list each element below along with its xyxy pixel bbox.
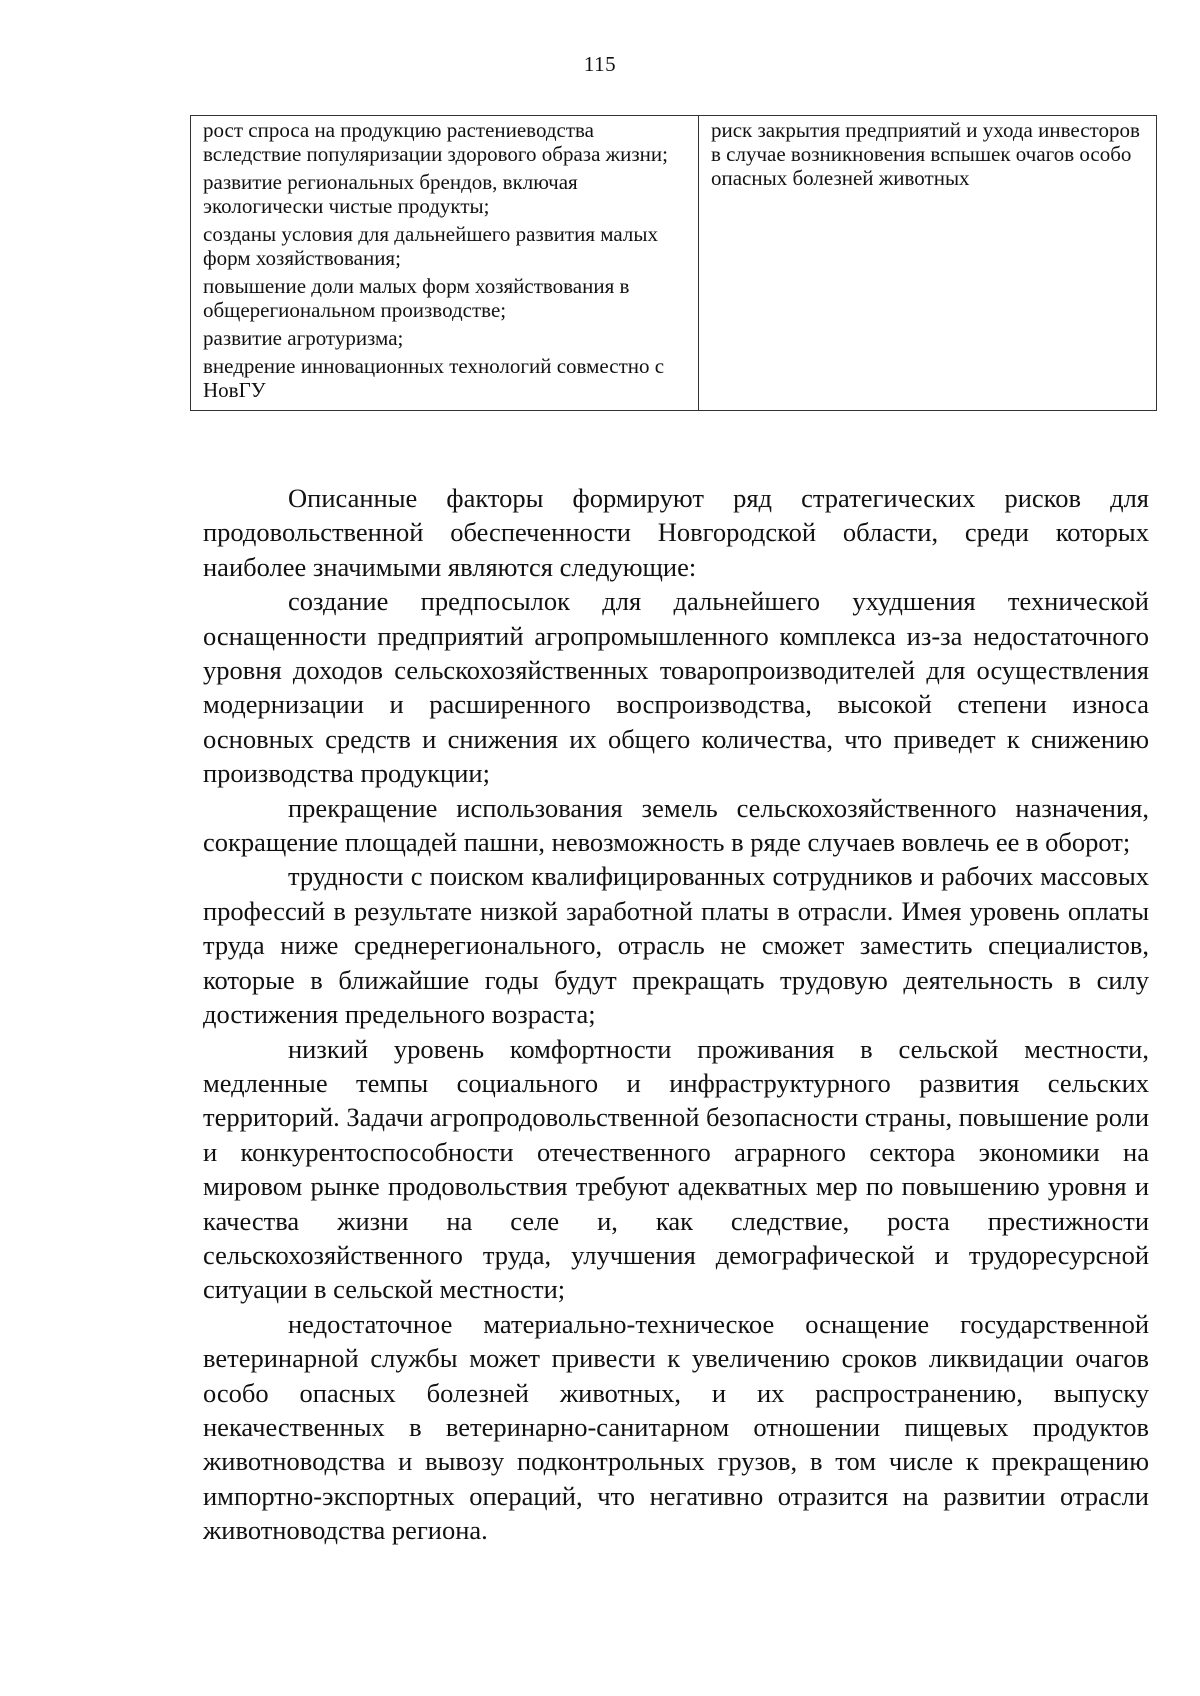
paragraph-risk-land: прекращение использования земель сельскохозяйственного назначения, сокращение площадей пашни, невозможность в ряде случаев вовлечь ее в оборот;	[203, 792, 1149, 858]
opportunity-item: созданы условия для дальнейшего развития малых форм хозяйствования;	[203, 222, 658, 270]
page-number: 115	[583, 52, 617, 76]
opportunity-item: рост спроса на продукцию растениеводства вследствие популяризации здорового образа жизни;	[203, 118, 668, 166]
opportunity-item: повышение доли малых форм хозяйствования в общерегиональном производстве;	[203, 274, 630, 322]
threat-item: риск закрытия предприятий и ухода инвесторов в случае возникновения вспышек очагов особо опасных болезней животных	[711, 118, 1140, 190]
factors-table	[190, 115, 1157, 411]
paragraph-intro: Описанные факторы формируют ряд стратегических рисков для продовольственной обеспеченности Новгородской области, среди которых наиболее значимыми являются следующие:	[203, 483, 1149, 582]
threats-cell	[699, 116, 1157, 411]
paragraph-risk-equipment: создание предпосылок для дальнейшего ухудшения технической оснащенности предприятий агропромышленного комплекса из-за недостаточного уровня доходов сельскохозяйственных товаропроизводителей для осуществления модернизации и расширенного воспроизводства, высокой степени износа основных средств и снижения их общего количества, что приведет к снижению производства продукции;	[203, 586, 1149, 789]
paragraph-risk-veterinary: недостаточное материально-техническое оснащение государственной ветеринарной службы может привести к увеличению сроков ликвидации очагов особо опасных болезней животных, и их распространению, выпуску некачественных в ветеринарно-санитарном отношении пищевых продуктов животноводства и вывозу подконтрольных грузов, в том числе к прекращению импортно-экспортных операций, что негативно отразится на развитии отрасли животноводства региона.	[203, 1308, 1149, 1546]
opportunity-item: развитие агротуризма;	[203, 326, 404, 350]
paragraph-risk-rural-comfort: низкий уровень комфортности проживания в сельской местности, медленные темпы социального и инфраструктурного развития сельских территорий. Задачи агропродовольственной безопасности страны, повышение роли и конкурентоспособности отечественного аграрного сектора экономики на мировом рынке продовольствия требуют адекватных мер по повышению уровня и качества жизни на селе и, как следствие, роста престижности сельскохозяйственного труда, улучшения демографической и трудоресурсной ситуации в сельской местности;	[203, 1033, 1149, 1305]
opportunities-cell	[191, 116, 699, 411]
table-row	[191, 116, 1157, 411]
body-text	[203, 481, 1149, 1548]
opportunity-item: внедрение инновационных технологий совместно с НовГУ	[203, 354, 665, 402]
opportunity-item: развитие региональных брендов, включая экологически чистые продукты;	[203, 170, 578, 218]
paragraph-risk-staff: трудности с поиском квалифицированных сотрудников и рабочих массовых профессий в результате низкой заработной платы в отрасли. Имея уровень оплаты труда ниже среднерегионального, отрасль не сможет заместить специалистов, которые в ближайшие годы будут прекращать трудовую деятельность в силу достижения предельного возраста;	[203, 861, 1149, 1030]
